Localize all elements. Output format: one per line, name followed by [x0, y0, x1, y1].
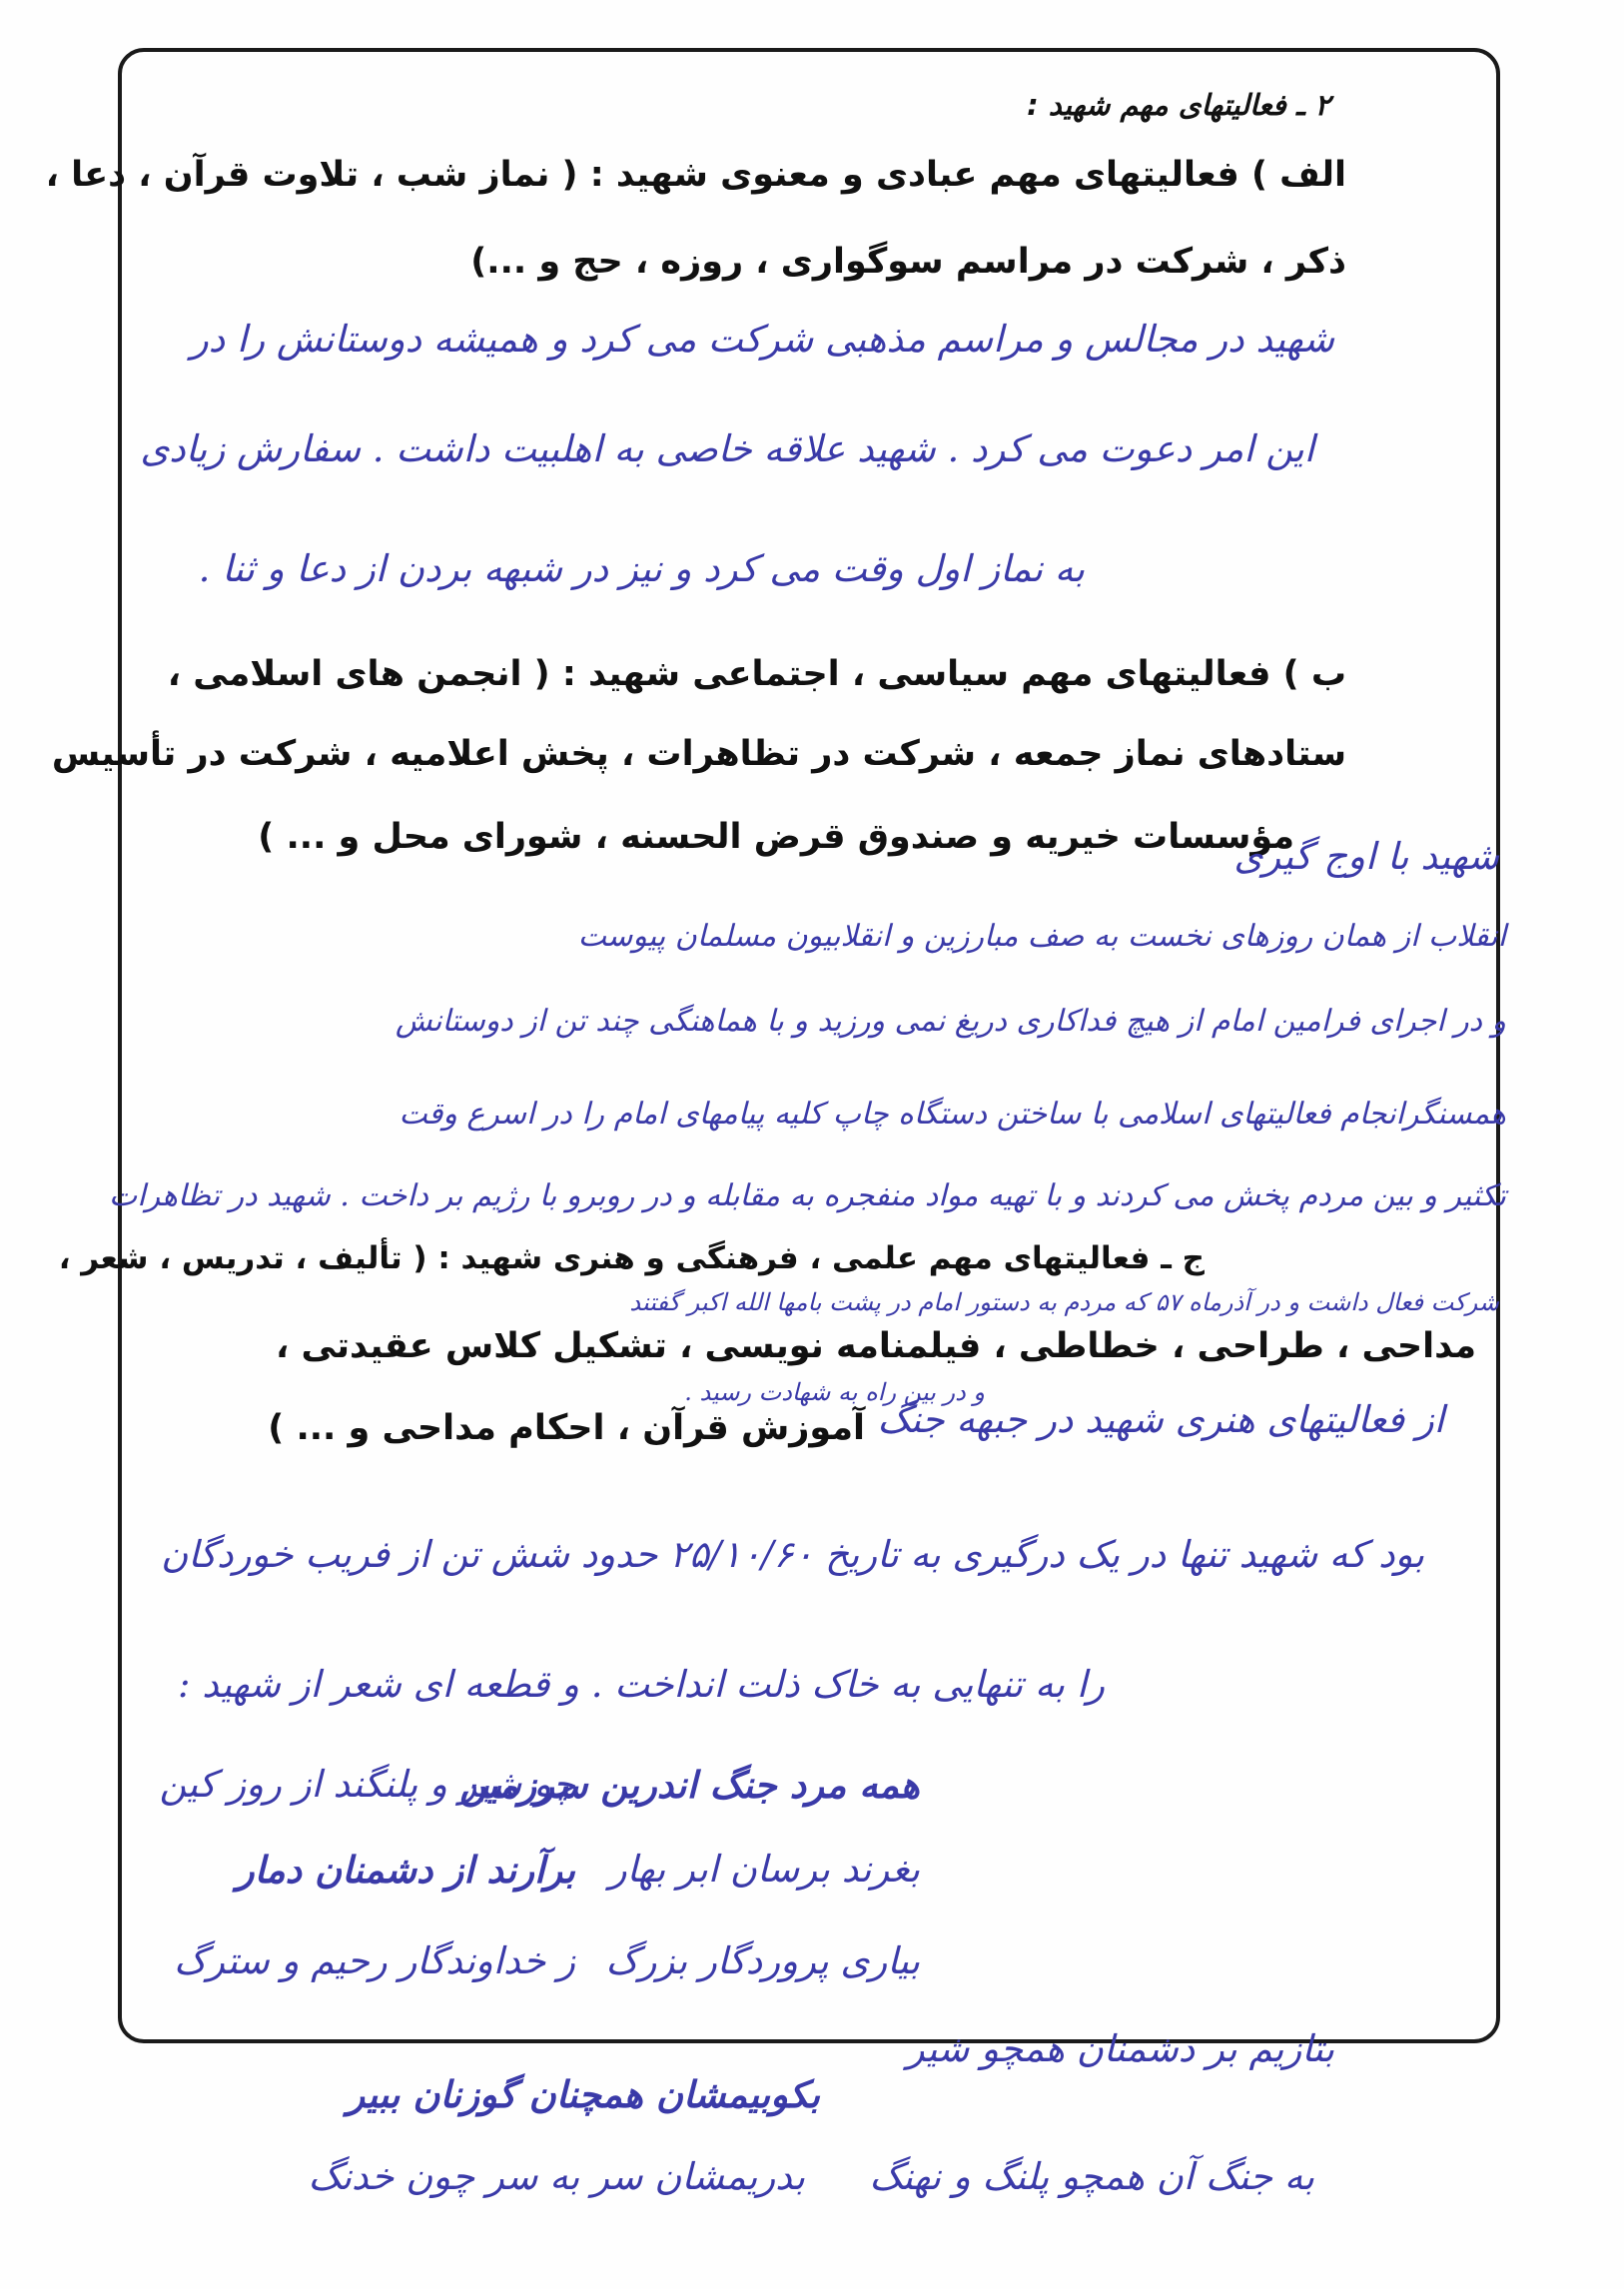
poem-1-right: همه مرد جنگ اندرین سرزمین	[459, 1763, 920, 1807]
poem-3-right: بیاری پروردگار بزرگ	[605, 1939, 920, 1982]
handwriting-a-line-3: به نماز اول وقت می کرد و نیز در شبهه بردن از دعا و ثنا .	[198, 547, 1085, 590]
section-b-line-2: ستادهای نماز جمعه ، شرکت در تظاهرات ، پخش اعلامیه ، شرکت در تأسیس	[51, 734, 1346, 774]
handwriting-a-line-1: شهید در مجالس و مراسم مذهبی شرکت می کرد و همیشه دوستانش را در	[190, 318, 1334, 361]
handwriting-b-small-2: و در بین راه به شهادت رسید .	[684, 1378, 985, 1406]
section-title: ۲ ـ فعالیتهای مهم شهید :	[1027, 88, 1330, 122]
handwriting-b-line-3: همسنگرانجام فعالیتهای اسلامی با ساختن دستگاه چاپ کلیه پیامهای امام را در اسرع وقت	[399, 1097, 1506, 1132]
poem-4-right: بتازیم بر دشمنان همچو شیر	[906, 2027, 1334, 2070]
handwriting-b-line-4: تکثیر و بین مردم پخش می کردند و با تهیه مواد منفجره به مقابله و در روبرو با رژیم بر داخت . شهید در تظاهرات	[109, 1178, 1506, 1213]
poem-4-left: بکوبیمشان همچنان گوزنان ببیر	[347, 2072, 820, 2116]
section-a-line-2: ذکر ، شرکت در مراسم سوگواری ، روزه ، حج و ...)	[470, 242, 1346, 282]
poem-1-left: چو شیر و پلنگند از روز کین	[159, 1763, 575, 1806]
poem-5-right: به جنگ آن همچو پلنگ و نهنگ	[869, 2155, 1314, 2198]
poem-5-left: بدریمشان سر به سر چون خدنگ	[308, 2155, 805, 2198]
section-c-line-1: ج ـ فعالیتهای مهم علمی ، فرهنگی و هنری شهید : ( تألیف ، تدریس ، شعر ،	[58, 1240, 1205, 1276]
poem-2-right: بغرند برسان ابر بهار	[608, 1848, 920, 1891]
handwriting-a-line-2: این امر دعوت می کرد . شهید علاقه خاصی به اهلبیت داشت . سفارش زیادی	[140, 427, 1314, 470]
handwriting-c-line-2: را به تنهایی به خاک ذلت انداخت . و قطعه ای شعر از شهید :	[178, 1663, 1105, 1706]
section-b-line-1: ب ) فعالیتهای مهم سیاسی ، اجتماعی شهید : ( انجمن های اسلامی ،	[167, 654, 1346, 694]
handwriting-c-line-1: بود که شهید تنها در یک درگیری به تاریخ ۲۵/۱۰/۶۰ حدود شش تن از فریب خوردگان	[161, 1533, 1424, 1576]
handwriting-b-line-2: و در اجرای فرامین امام از هیچ فداکاری دریغ نمی ورزید و با هماهنگی چند تن از دوستانش	[395, 1004, 1506, 1039]
handwriting-b-small-1: شرکت فعال داشت و در آذرماه ۵۷ که مردم به دستور امام در پشت بامها الله اکبر گفتند	[629, 1288, 1499, 1316]
poem-2-left: برآرند از دشمنان دمار	[236, 1848, 575, 1892]
section-c-line-2: مداحی ، طراحی ، خطاطی ، فیلمنامه نویسی ، تشکیل کلاس عقیدتی ،	[276, 1326, 1476, 1366]
section-c-line-3: آموزش قرآن ، احکام مداحی و ... )	[268, 1408, 865, 1448]
handwriting-c-start: از فعالیتهای هنری شهید در جبهه جنگ	[877, 1398, 1444, 1441]
section-a-line-1: الف ) فعالیتهای مهم عبادی و معنوی شهید : ( نماز شب ، تلاوت قرآن ، دعا ،	[45, 155, 1346, 195]
section-b-line-3: مؤسسات خیریه و صندوق قرض الحسنه ، شورای محل و ... )	[258, 817, 1294, 857]
poem-3-left: ز خداوندگار رحیم و سترگ	[174, 1939, 575, 1982]
handwriting-b-start: شهید با اوج گیری	[1233, 835, 1499, 878]
handwriting-b-line-1: انقلاب از همان روزهای نخست به صف مبارزین و انقلابیون مسلمان پیوست	[577, 919, 1506, 954]
